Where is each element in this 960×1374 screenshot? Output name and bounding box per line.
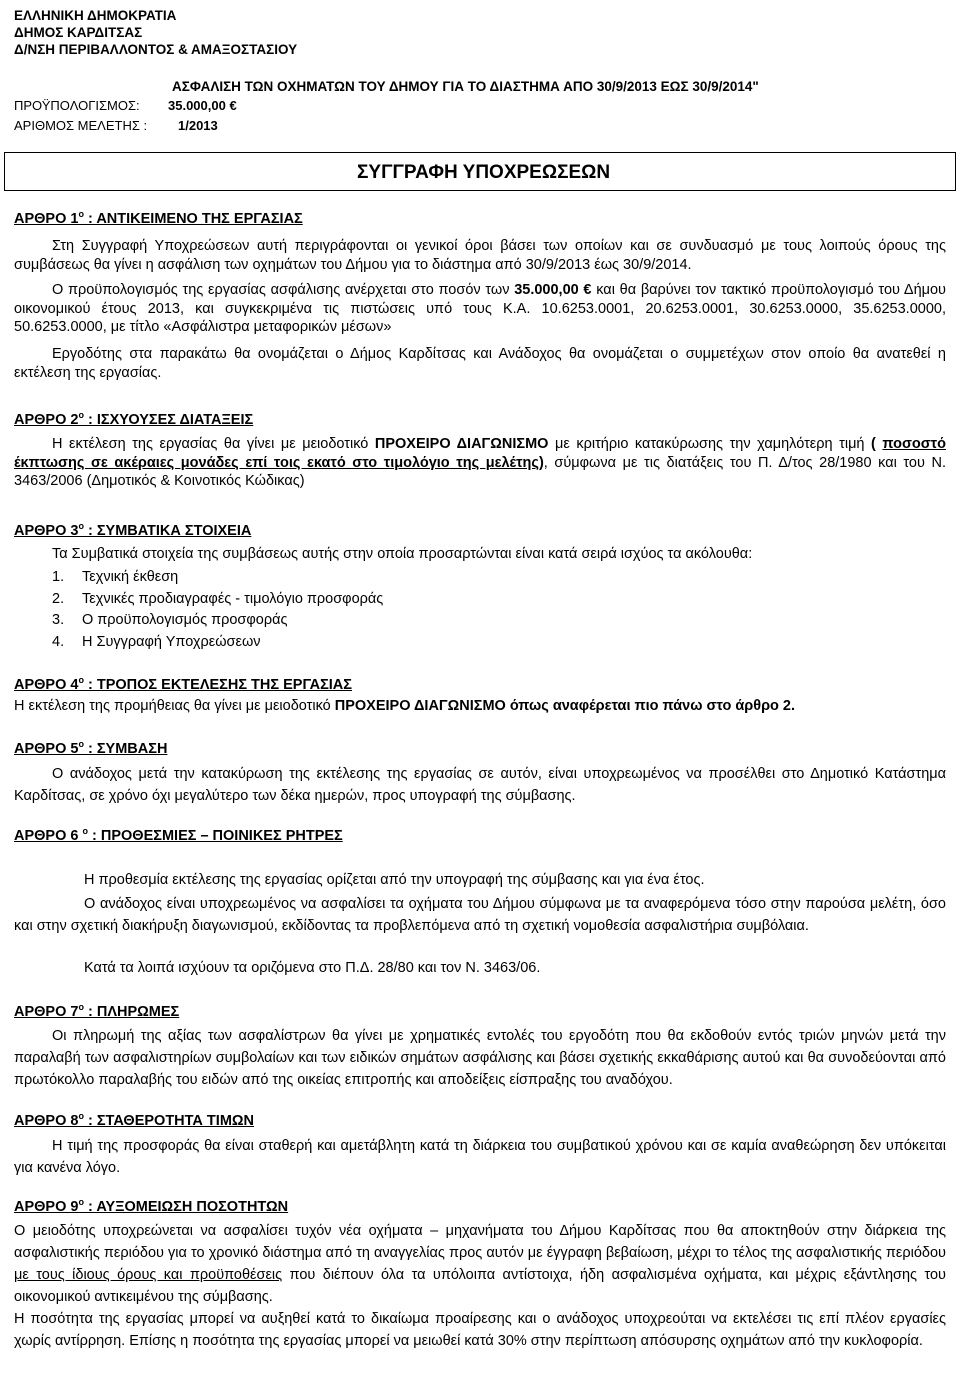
document-title: ΣΥΓΓΡΑΦΗ ΥΠΟΧΡΕΩΣΕΩΝ bbox=[357, 162, 611, 183]
article-6-heading: ΑΡΘΡΟ 6 $^o$ : ΠΡΟΘΕΣΜΙΕΣ – ΠΟΙΝΙΚΕΣ ΡΗΤΡΕΣ bbox=[14, 826, 343, 844]
header-line-2: ΔΗΜΟΣ ΚΑΡΔΙΤΣΑΣ bbox=[14, 25, 143, 40]
list-item: 2. Τεχνικές προδιαγραφές - τιμολόγιο προσφοράς bbox=[52, 590, 384, 607]
list-item: 4. Η Συγγραφή Υποχρεώσεων bbox=[52, 633, 261, 650]
article-6-paragraph-1: Η προθεσμία εκτέλεσης της εργασίας ορίζεται από την υπογραφή της σύμβασης και για ένα έτος. bbox=[84, 872, 705, 888]
budget-label: ΠΡΟΫΠΟΛΟΓΙΣΜΟΣ: bbox=[14, 98, 140, 113]
project-title: ΑΣΦΑΛΙΣΗ ΤΩΝ ΟΧΗΜΑΤΩΝ ΤΟΥ ΔΗΜΟΥ ΓΙΑ ΤΟ ΔΙΑΣΤΗΜΑ ΑΠΟ 30/9/2013 ΕΩΣ 30/9/2014" bbox=[172, 79, 759, 94]
article-1-paragraph-3: Εργοδότης στα παρακάτω θα ονομάζεται ο Δήμος Καρδίτσας και Ανάδοχος θα ονομάζεται ο συμμετέχων στον οποίο θα ανατεθεί η εκτέλεση της εργασίας. bbox=[14, 346, 946, 381]
budget-value: 35.000,00 € bbox=[168, 98, 237, 113]
article-1-paragraph-1: Στη Συγγραφή Υποχρεώσεων αυτή περιγράφονται οι γενικοί όροι βάσει των οποίων και σε συνδυασμό με τους λοιπούς όρους της συμβάσεως θα γίνει η ασφάλιση των οχημάτων του Δήμου για το διάστημα από 30/9/2013 έως 30/9/2014. bbox=[14, 238, 946, 273]
article-4-heading: ΑΡΘΡΟ $4^o$ : ΤΡΟΠΟΣ ΕΚΤΕΛΕΣΗΣ ΤΗΣ ΕΡΓΑΣΙΑΣ bbox=[14, 675, 352, 693]
article-9-heading: ΑΡΘΡΟ $9^o$ : ΑΥΞΟΜΕΙΩΣΗ ΠΟΣΟΤΗΤΩΝ bbox=[14, 1197, 289, 1215]
study-number-value: 1/2013 bbox=[178, 118, 218, 133]
article-3-heading: ΑΡΘΡΟ $3^o$ : ΣΥΜΒΑΤΙΚΑ ΣΤΟΙΧΕΙΑ bbox=[14, 521, 252, 539]
title-box bbox=[4, 152, 956, 191]
article-2-paragraph: Η εκτέλεση της εργασίας θα γίνει με μειοδοτικό ΠΡΟΧΕΙΡΟ ΔΙΑΓΩΝΙΣΜΟ με κριτήριο κατακύρωσης την χαμηλότερη τιμή ( ποσοστό έκπτωσης σε ακέραιες μονάδες επί τοις εκατό στο τιμολόγιο της μελέτης), σύμφωνα με τις διατάξεις του Π. Δ/τος 28/1980 και του Ν. 3463/2006 (Δημοτικός & Κοινοτικός Κώδικας) bbox=[14, 436, 946, 489]
article-1-heading: ΑΡΘΡΟ $1^o$ : ΑΝΤΙΚΕΙΜΕΝΟ ΤΗΣ ΕΡΓΑΣΙΑΣ bbox=[14, 209, 303, 227]
article-7-paragraph: Οι πληρωμή της αξίας των ασφαλίστρων θα γίνει με χρηματικές εντολές του εργοδότη που θα εκδοθούν εντός τριών μηνών μετά την παραλαβή των ασφαλιστηρίων συμβολαίων και των ειδικών σημάτων ασφάλισης και βάσει σχετικής εκκαθάρισης αυτού και θα συνοδεύονται από πρωτόκολλο παραλαβής του ειδών από της οικείας επιτροπής και αποδείξεις είσπραξης του αναδόχου. bbox=[14, 1028, 946, 1088]
study-number-label: ΑΡΙΘΜΟΣ ΜΕΛΕΤΗΣ : bbox=[14, 118, 148, 133]
article-5-paragraph: Ο ανάδοχος μετά την κατακύρωση της εκτέλεσης της εργασίας σε αυτόν, είναι υποχρεωμένος να προσέλθει στο Δημοτικό Κατάστημα Καρδίτσας, σε χρόνο όχι μεγαλύτερο των δέκα ημερών, προς υπογραφή της σύμβασης. bbox=[14, 766, 946, 804]
article-4-paragraph: Η εκτέλεση της προμήθειας θα γίνει με μειοδοτικό ΠΡΟΧΕΙΡΟ ΔΙΑΓΩΝΙΣΜΟ όπως αναφέρεται πιο πάνω στο άρθρο 2. bbox=[14, 698, 796, 714]
article-7-heading: ΑΡΘΡΟ $7^o$ : ΠΛΗΡΩΜΕΣ bbox=[14, 1002, 180, 1020]
article-1-paragraph-2: Ο προϋπολογισμός της εργασίας ασφάλισης ανέρχεται στο ποσόν των 35.000,00 € και θα βαρύνει τον τακτικό προϋπολογισμό του Δήμου οικονομικού έτους 2013, και συγκεκριμένα τις πιστώσεις υπό τους Κ.Α. 10.6253.0001, 20.6253.0001, 30.6253.0000, 35.6253.0000, 50.6253.0000, με τίτλο «Ασφάλιστρα μεταφορικών μέσων» bbox=[14, 282, 946, 335]
article-6-paragraph-3: Κατά τα λοιπά ισχύουν τα οριζόμενα στο Π.Δ. 28/80 και τον Ν. 3463/06. bbox=[84, 960, 541, 976]
list-item: 1. Τεχνική έκθεση bbox=[52, 569, 179, 585]
contract-documents-list bbox=[52, 567, 383, 653]
article-6-paragraph-2: Ο ανάδοχος είναι υποχρεωμένος να ασφαλίσει τα οχήματα του Δήμου σύμφωνα με τα αναφερόμενα τόσο στην παρούσα μελέτη, όσο και στην σχετική διακήρυξη διαγωνισμού, εκδίδοντας τα προβλεπόμενα από τη σχετική νομοθεσία ασφαλιστήρια συμβόλαια. bbox=[14, 896, 946, 934]
article-8-paragraph: Η τιμή της προσφοράς θα είναι σταθερή και αμετάβλητη κατά τη διάρκεια του συμβατικού χρόνου και σε καμία αναθεώρηση δεν υπόκειται για κανένα λόγο. bbox=[14, 1138, 946, 1176]
list-item: 3. Ο προϋπολογισμός προσφοράς bbox=[52, 612, 288, 628]
article-2-heading: ΑΡΘΡΟ $2^o$ : ΙΣΧΥΟΥΣΕΣ ΔΙΑΤΑΞΕΙΣ bbox=[14, 410, 254, 428]
article-8-heading: ΑΡΘΡΟ $8^o$ : ΣΤΑΘΕΡΟΤΗΤΑ ΤΙΜΩΝ bbox=[14, 1111, 254, 1129]
header-line-1: ΕΛΛΗΝΙΚΗ ΔΗΜΟΚΡΑΤΙΑ bbox=[14, 8, 177, 23]
article-9-paragraph-1: Ο μειοδότης υποχρεώνεται να ασφαλίσει τυχόν νέα οχήματα – μηχανήματα του Δήμου Καρδίτσας που θα αποκτηθούν στην διάρκεια της ασφαλιστικής περιόδου για το χρονικό διάστημα από τη αναγγελίας προς αυτόν με έγγραφη βεβαίωση, μέχρι το τέλος της ασφαλιστικής περιόδου με τους ίδιους όρους και προϋποθέσεις που διέπουν όλα τα υπόλοιπα αντίστοιχα, ήδη ασφαλισμένα οχήματα, και μέχρις εξάντλησης του οικονομικού αντικειμένου της σύμβασης. bbox=[14, 1223, 946, 1305]
article-5-heading: ΑΡΘΡΟ $5^o$ : ΣΥΜΒΑΣΗ bbox=[14, 739, 168, 757]
header-line-3: Δ/ΝΣΗ ΠΕΡΙΒΑΛΛΟΝΤΟΣ & ΑΜΑΞΟΣΤΑΣΙΟΥ bbox=[14, 42, 298, 57]
article-3-intro: Τα Συμβατικά στοιχεία της συμβάσεως αυτής στην οποία προσαρτώνται είναι κατά σειρά ισχύος τα ακόλουθα: bbox=[52, 546, 753, 562]
article-9-paragraph-2: Η ποσότητα της εργασίας μπορεί να αυξηθεί κατά το δικαίωμα προαίρεσης και ο ανάδοχος υποχρεούται να εκτελέσει τις επί πλέον εργασίες χωρίς αντίρρηση. Επίσης η ποσότητα της εργασίας μπορεί να μειωθεί κατά 30% στην περίπτωση απόσυρσης οχημάτων από την κυκλοφορία. bbox=[14, 1311, 946, 1349]
